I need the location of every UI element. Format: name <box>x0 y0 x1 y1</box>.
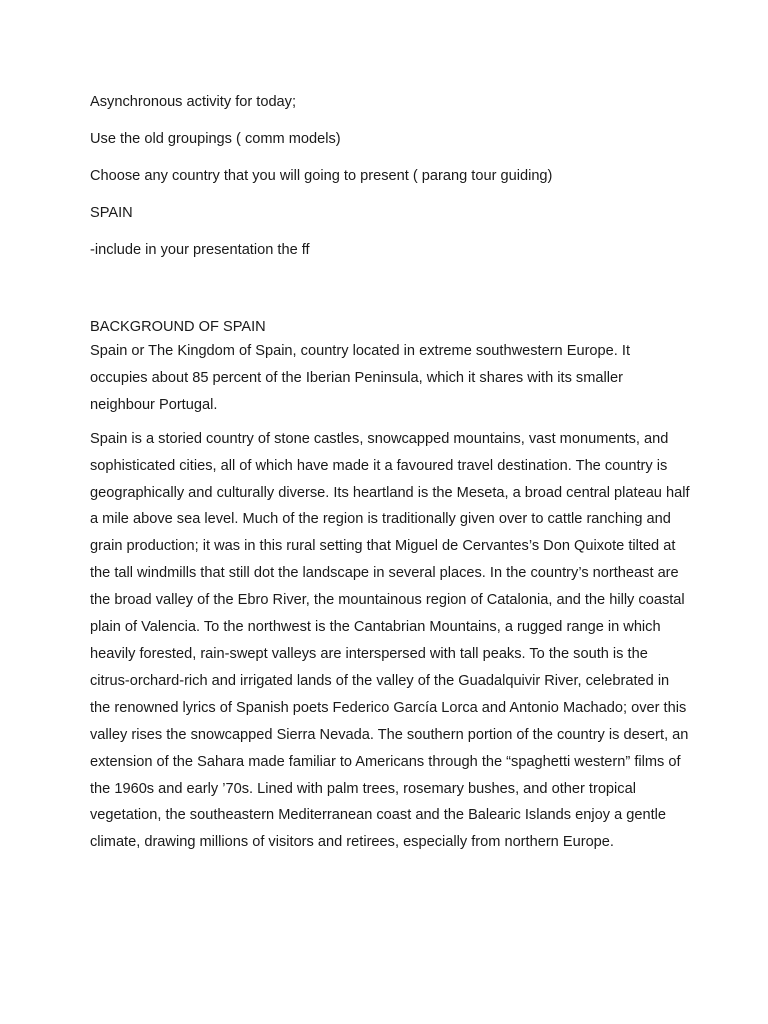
document-page <box>90 91 690 856</box>
paragraph-intro: Spain or The Kingdom of Spain, country located in extreme southwestern Europe. It occupies about 85 percent of the Iberian Peninsula, which it shares with its smaller neighbour Portugal. <box>90 343 631 413</box>
spacer <box>90 276 690 316</box>
country-name: SPAIN <box>90 205 133 221</box>
include-instruction: -include in your presentation the ff <box>90 242 310 258</box>
country-instruction: Choose any country that you will going to present ( parang tour guiding) <box>90 168 553 184</box>
section-heading: BACKGROUND OF SPAIN <box>90 319 266 335</box>
grouping-instruction: Use the old groupings ( comm models) <box>90 131 341 147</box>
paragraph-description: Spain is a storied country of stone castles, snowcapped mountains, vast monuments, and sophisticated cities, all of which have made it a favoured travel destination. The country is geographically and culturally diverse. Its heartland is the Meseta, a broad central plateau half a mile above sea level. Much of the region is traditionally given over to cattle ranching and grain production; it was in this rural setting that Miguel de Cervantes’s Don Quixote tilted at the tall windmills that still dot the landscape in several places. In the country’s northeast are the broad valley of the Ebro River, the mountainous region of Catalonia, and the hilly coastal plain of Valencia. To the northwest is the Cantabrian Mountains, a rugged range in which heavily forested, rain-swept valleys are interspersed with tall peaks. To the south is the citrus-orchard-rich and irrigated lands of the valley of the Guadalquivir River, celebrated in the renowned lyrics of Spanish poets Federico García Lorca and Antonio Machado; over this valley rises the snowcapped Sierra Nevada. The southern portion of the country is desert, an extension of the Sahara made familiar to Americans through the “spaghetti western” films of the 1960s and early ’70s. Lined with palm trees, rosemary bushes, and other tropical vegetation, the southeastern Mediterranean coast and the Balearic Islands enjoy a gentle climate, drawing millions of visitors and retirees, especially from northern Europe. <box>90 430 690 851</box>
activity-title: Asynchronous activity for today; <box>90 94 297 110</box>
